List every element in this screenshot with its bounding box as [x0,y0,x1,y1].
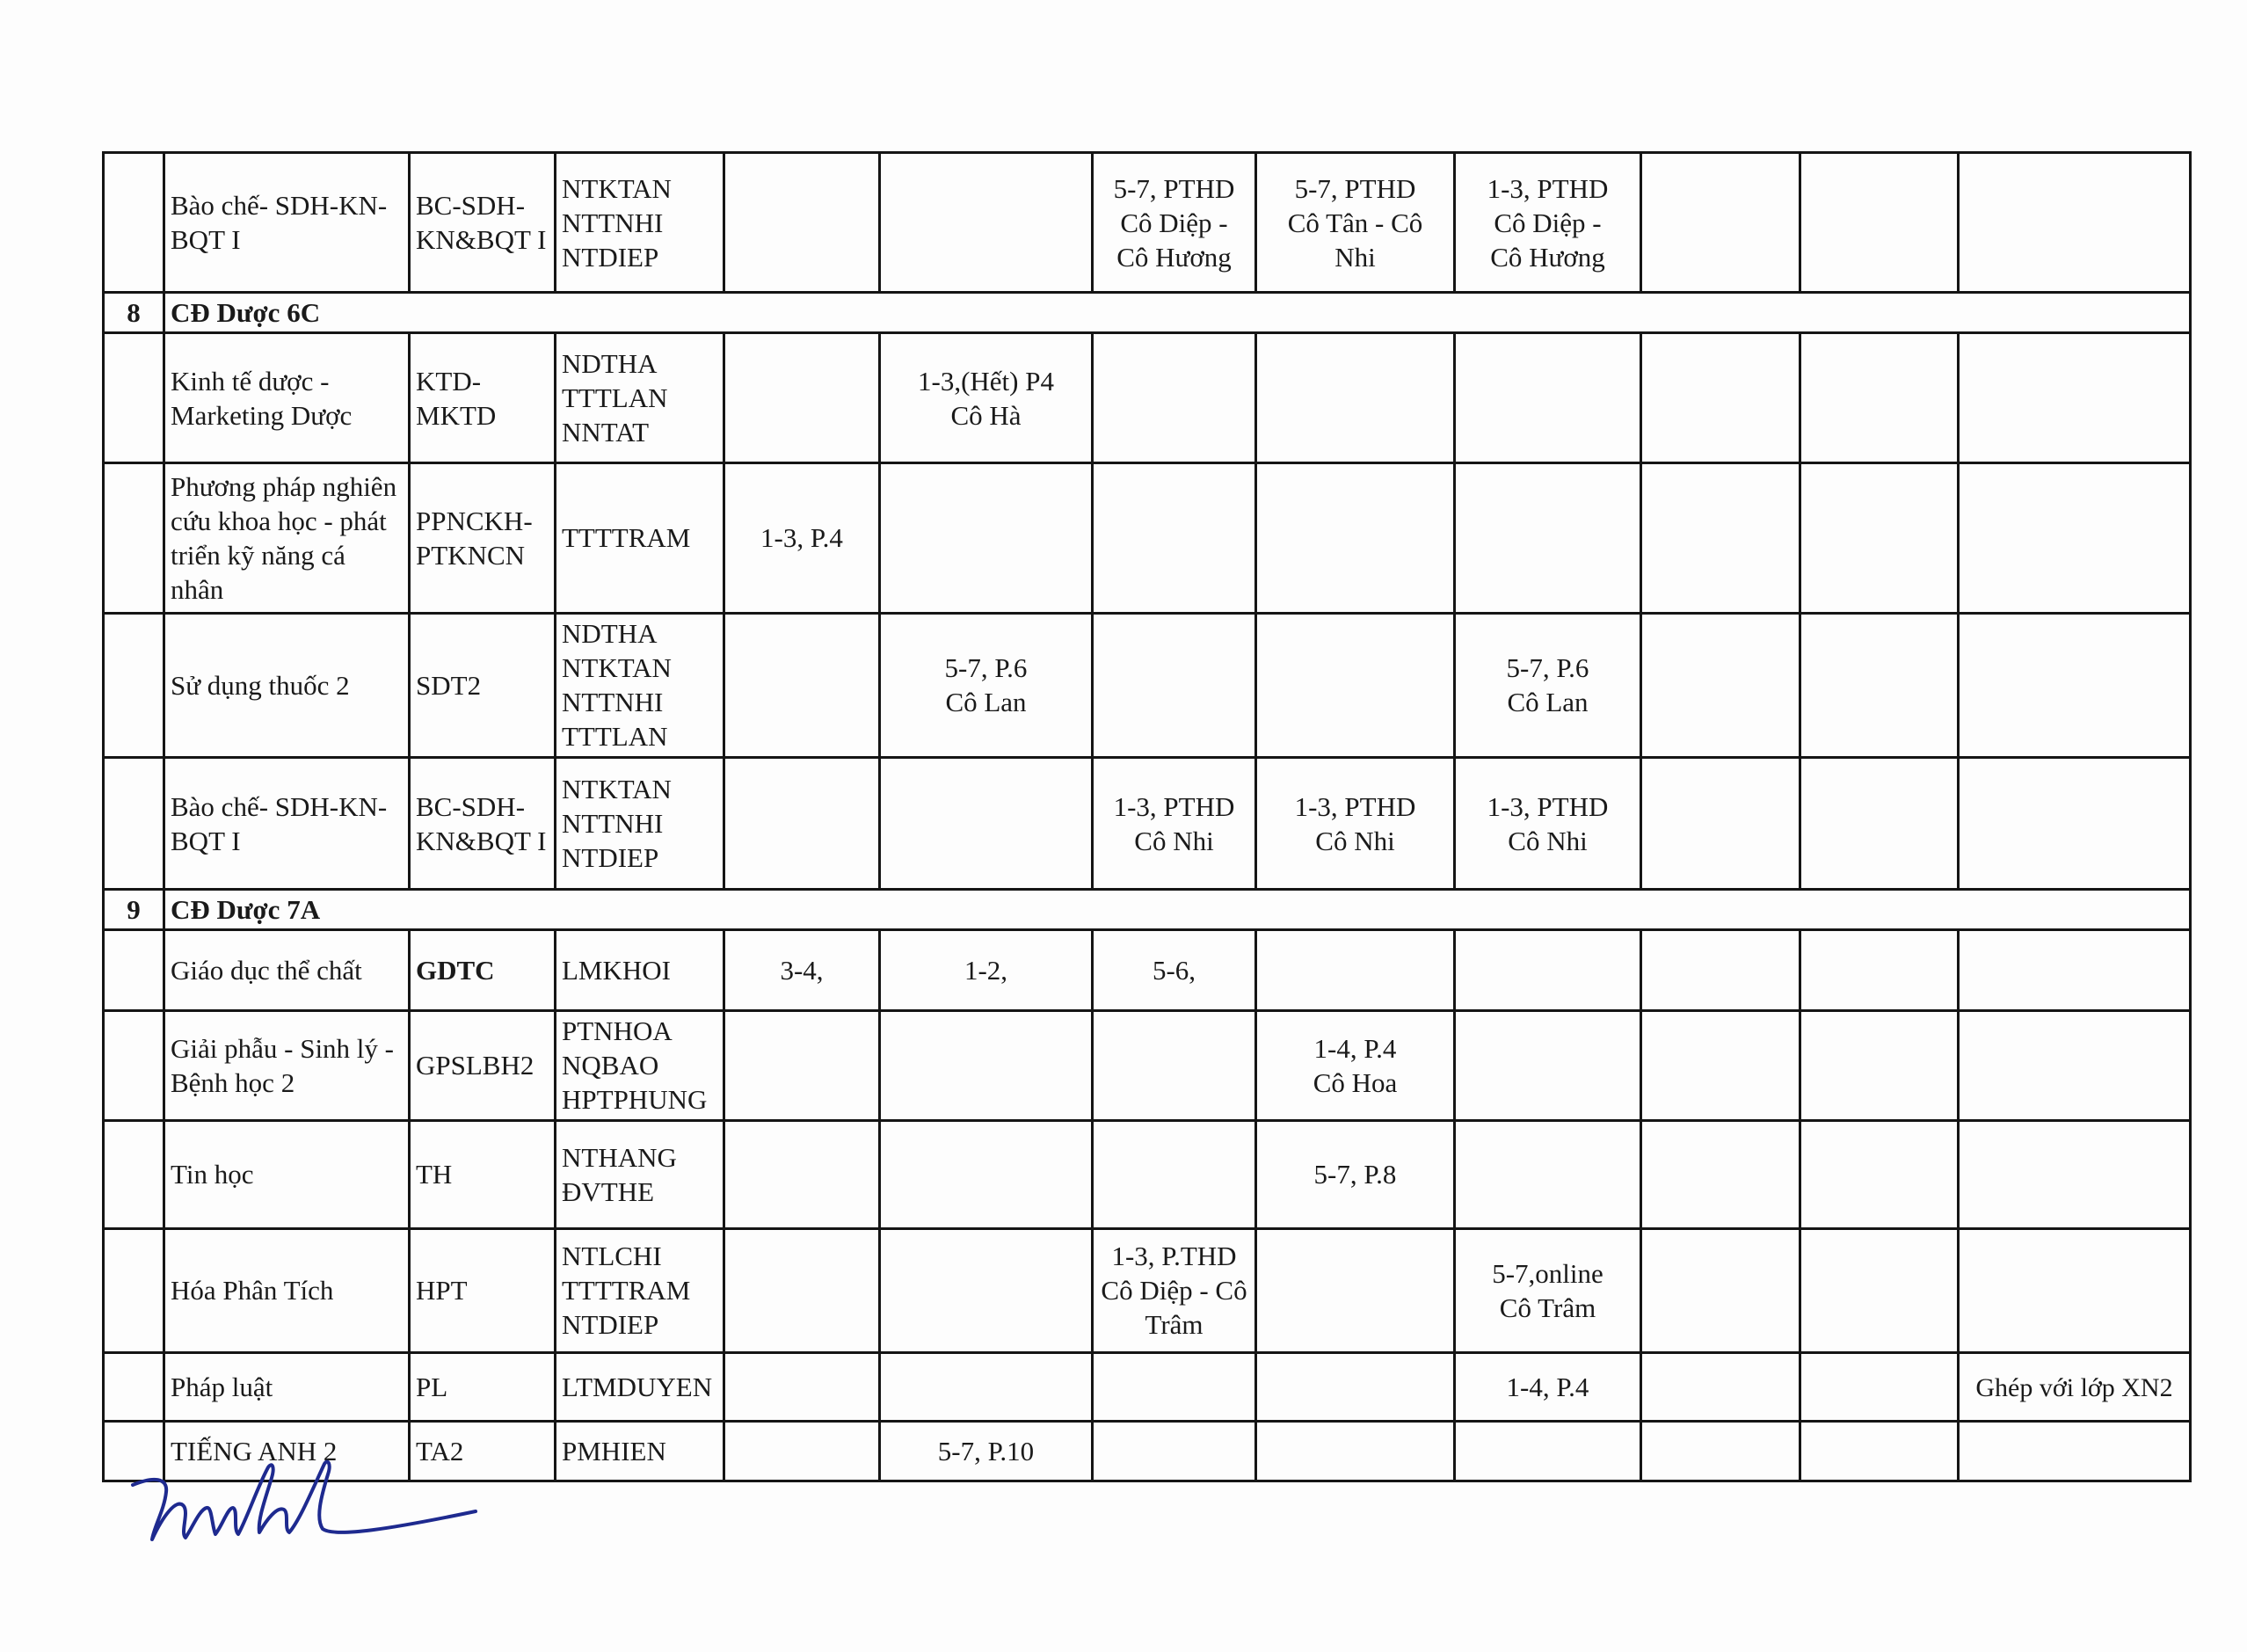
note-cell [1959,153,2191,293]
teacher-code: NDTHA [562,618,658,650]
schedule-cell [1093,1352,1256,1422]
teachers-cell [556,1120,724,1228]
row-number-cell [104,1011,164,1121]
schedule-entry: Cô Nhi [1508,825,1588,856]
schedule-cell [1093,1120,1256,1228]
table-row [104,153,2191,293]
schedule-cell [1093,153,1256,293]
teachers-cell [556,1228,724,1352]
schedule-entry: Nhi [1334,241,1376,273]
schedule-cell [880,333,1093,462]
subject-code: PPNCKH-PTKNCN [416,505,533,571]
teachers-cell [556,1352,724,1422]
row-number-cell [104,1120,164,1228]
schedule-entry: 5-6, [1152,955,1196,986]
schedule-cell [880,1011,1093,1121]
schedule-cell [724,1120,880,1228]
schedule-cell [724,1011,880,1121]
teacher-code: NTTNHI [562,687,664,718]
schedule-cell [880,1120,1093,1228]
table-row [104,757,2191,889]
schedule-cell [1093,757,1256,889]
row-number-cell [104,1352,164,1422]
row-number-cell [104,757,164,889]
schedule-cell [1093,1228,1256,1352]
schedule-entry: Cô Hương [1116,241,1232,273]
schedule-entry: 1-3, P.THD [1111,1241,1237,1272]
schedule-table [102,151,2192,1482]
note-cell [1959,1228,2191,1352]
teacher-code: NTKTAN [562,652,672,684]
schedule-entry: Cô Tân - Cô [1287,207,1423,238]
schedule-cell [724,462,880,613]
schedule-entry: 1-4, P.4 [1506,1372,1589,1403]
teacher-code: PMHIEN [562,1436,666,1467]
subject-name: Giải phẫu - Sinh lý - Bệnh học 2 [171,1032,394,1098]
subject-name: Kinh tế dược - Marketing Dược [171,365,353,431]
empty-cell [1641,153,1800,293]
schedule-entry: 5-7, PTHD [1294,172,1416,204]
subject-name: Sử dụng thuốc 2 [171,669,350,701]
schedule-cell [1256,1422,1455,1481]
schedule-entry: 3-4, [780,955,824,986]
schedule-entry: 1-3, P.4 [760,522,843,554]
schedule-entry: Cô Lan [945,687,1027,718]
schedule-entry: 1-3, PTHD [1487,172,1609,204]
empty-cell [1800,1422,1959,1481]
teacher-code: LTMDUYEN [562,1372,713,1403]
row-number: 9 [104,890,164,930]
class-group-row [104,293,2191,333]
schedule-cell [1256,1352,1455,1422]
subject-code: TH [416,1159,453,1190]
empty-cell [1641,613,1800,757]
teacher-code: NTDIEP [562,1309,659,1341]
schedule-body [104,153,2191,1481]
schedule-entry: Cô Hương [1490,241,1605,273]
class-name: CĐ Dược 7A [164,890,2191,930]
teachers-cell [556,1011,724,1121]
note-cell [1959,462,2191,613]
subject-code: KTD-MKTD [416,365,497,431]
schedule-cell [724,153,880,293]
schedule-cell [1093,613,1256,757]
schedule-entry: Cô Trâm [1499,1292,1596,1323]
schedule-cell [1455,462,1641,613]
schedule-cell [1256,613,1455,757]
schedule-entry: Cô Hoa [1313,1066,1398,1098]
table-row [104,1120,2191,1228]
empty-cell [1641,1422,1800,1481]
schedule-entry: Cô Lan [1507,687,1589,718]
row-number-cell [104,333,164,462]
note-cell [1959,1352,2191,1422]
schedule-cell [724,1352,880,1422]
subject-cell [164,1011,410,1121]
teacher-code: TTTTRAM [562,1275,691,1306]
subject-cell [164,462,410,613]
schedule-cell [724,757,880,889]
empty-cell [1800,757,1959,889]
note-cell [1959,757,2191,889]
row-number-cell [104,613,164,757]
table-row [104,1228,2191,1352]
subject-code-cell [410,462,556,613]
table-row [104,1352,2191,1422]
row-number-cell [104,1228,164,1352]
row-number-cell [104,153,164,293]
subject-code: HPT [416,1275,468,1306]
subject-name: TIẾNG ANH 2 [171,1436,338,1467]
empty-cell [1641,1120,1800,1228]
schedule-entry: Cô Nhi [1315,825,1395,856]
row-number-cell [104,462,164,613]
teacher-code: NTKTAN [562,172,672,204]
empty-cell [1800,1011,1959,1121]
schedule-cell [724,613,880,757]
subject-code: BC-SDH-KN&BQT I [416,190,547,256]
schedule-cell [880,757,1093,889]
subject-cell [164,930,410,1011]
teacher-code: NNTAT [562,417,650,448]
subject-cell [164,613,410,757]
schedule-cell [1455,1228,1641,1352]
teachers-cell [556,333,724,462]
schedule-cell [1455,1352,1641,1422]
teacher-code: NTTNHI [562,207,664,238]
teacher-code: NTLCHI [562,1241,662,1272]
subject-cell [164,153,410,293]
table-row [104,1011,2191,1121]
schedule-cell [1093,462,1256,613]
subject-code-cell [410,1228,556,1352]
schedule-entry: 1-3, PTHD [1294,790,1416,822]
teacher-code: NTDIEP [562,842,659,873]
schedule-entry: 1-3, PTHD [1487,790,1609,822]
schedule-entry: 1-2, [964,955,1008,986]
empty-cell [1641,930,1800,1011]
note-cell [1959,1011,2191,1121]
schedule-cell [1256,757,1455,889]
schedule-cell [724,930,880,1011]
teacher-code: TTTLAN [562,721,668,753]
schedule-cell [1256,930,1455,1011]
teacher-code: ĐVTHE [562,1175,655,1207]
schedule-cell [1256,153,1455,293]
schedule-cell [1256,1228,1455,1352]
teacher-code: HPTPHUNG [562,1084,708,1116]
teachers-cell [556,462,724,613]
teacher-code: NQBAO [562,1050,659,1081]
subject-code: BC-SDH-KN&BQT I [416,790,547,856]
schedule-entry: 1-4, P.4 [1313,1032,1397,1064]
schedule-cell [1093,333,1256,462]
schedule-entry: 5-7, PTHD [1113,172,1235,204]
empty-cell [1800,930,1959,1011]
subject-code-cell [410,930,556,1011]
empty-cell [1800,153,1959,293]
schedule-cell [1256,1120,1455,1228]
schedule-entry: Cô Hà [950,399,1022,431]
subject-cell [164,1228,410,1352]
class-group-row [104,890,2191,930]
schedule-entry: Cô Diệp - [1494,207,1602,238]
schedule-cell [1455,757,1641,889]
schedule-cell [880,613,1093,757]
teacher-code: NTHANG [562,1141,677,1173]
subject-code-cell [410,153,556,293]
schedule-entry: 1-3, PTHD [1113,790,1235,822]
subject-code: PL [416,1372,448,1403]
schedule-cell [1256,1011,1455,1121]
schedule-entry: Cô Nhi [1134,825,1214,856]
subject-cell [164,757,410,889]
schedule-cell [1455,930,1641,1011]
teacher-code: TTTLAN [562,382,668,414]
schedule-cell [1455,613,1641,757]
teacher-code: NTKTAN [562,774,672,804]
teachers-cell [556,930,724,1011]
schedule-cell [880,153,1093,293]
schedule-cell [1093,1011,1256,1121]
subject-cell [164,1352,410,1422]
teacher-code: LMKHOI [562,955,671,986]
schedule-cell [880,930,1093,1011]
subject-code-cell [410,1011,556,1121]
subject-code-cell [410,333,556,462]
empty-cell [1641,1228,1800,1352]
note-text: Ghép với lớp XN2 [1975,1372,2173,1402]
schedule-cell [1093,930,1256,1011]
schedule-cell [1093,1422,1256,1481]
subject-name: Tin học [171,1159,254,1190]
empty-cell [1641,333,1800,462]
teacher-code: PTNHOA [562,1015,673,1047]
subject-name: Phương pháp nghiên cứu khoa học - phát triển kỹ năng cá nhân [171,470,397,605]
note-cell [1959,930,2191,1011]
subject-code: TA2 [416,1436,464,1467]
schedule-entry: 1-3,(Hết) P4 [918,365,1054,397]
schedule-entry: 5-7, P.10 [937,1436,1035,1467]
subject-code: GPSLBH2 [416,1050,534,1081]
subject-cell [164,333,410,462]
empty-cell [1641,1352,1800,1422]
table-row [104,462,2191,613]
schedule-entry: 5-7, P.6 [1506,652,1589,684]
subject-code-cell [410,757,556,889]
row-number-cell [104,930,164,1011]
schedule-cell [1256,462,1455,613]
note-cell [1959,613,2191,757]
row-number: 8 [104,293,164,333]
schedule-cell [724,1228,880,1352]
schedule-entry: Cô Diệp - [1120,207,1228,238]
note-cell [1959,333,2191,462]
empty-cell [1800,1352,1959,1422]
schedule-cell [724,333,880,462]
empty-cell [1800,613,1959,757]
subject-name: Pháp luật [171,1372,273,1403]
schedule-cell [1455,1011,1641,1121]
schedule-cell [724,1422,880,1481]
schedule-cell [1455,153,1641,293]
teacher-code: NTTNHI [562,808,664,839]
teachers-cell [556,613,724,757]
teacher-code: NDTHA [562,348,658,380]
schedule-entry: 5-7,online [1492,1257,1603,1289]
empty-cell [1800,1228,1959,1352]
empty-cell [1800,333,1959,462]
schedule-entry: 5-7, P.8 [1313,1159,1397,1190]
subject-name: Bào chế- SDH-KN-BQT I [171,190,388,256]
teacher-code: NTDIEP [562,241,659,273]
teachers-cell [556,757,724,889]
subject-name: Giáo dục thể chất [171,955,362,986]
schedule-cell [1455,1422,1641,1481]
schedule-cell [880,1352,1093,1422]
empty-cell [1641,1011,1800,1121]
schedule-entry: 5-7, P.6 [944,652,1028,684]
empty-cell [1641,757,1800,889]
schedule-cell [880,1228,1093,1352]
schedule-cell [1455,333,1641,462]
empty-cell [1800,1120,1959,1228]
schedule-cell [880,462,1093,613]
schedule-cell [1256,333,1455,462]
note-cell [1959,1422,2191,1481]
subject-name: Bào chế- SDH-KN-BQT I [171,790,388,856]
subject-code-cell [410,1352,556,1422]
table-row [104,613,2191,757]
subject-name: Hóa Phân Tích [171,1275,334,1306]
subject-code-cell [410,613,556,757]
note-cell [1959,1120,2191,1228]
empty-cell [1800,462,1959,613]
subject-cell [164,1120,410,1228]
subject-code: GDTC [416,955,495,986]
schedule-entry: Trâm [1145,1309,1203,1341]
schedule-entry: Cô Diệp - Cô [1101,1275,1247,1306]
schedule-cell [1455,1120,1641,1228]
teachers-cell [556,153,724,293]
subject-code: SDT2 [416,669,482,701]
class-name: CĐ Dược 6C [164,293,2191,333]
signature-image [127,1455,479,1552]
table-row [104,333,2191,462]
table-row [104,930,2191,1011]
teachers-cell [556,1422,724,1481]
schedule-cell [880,1422,1093,1481]
subject-code-cell [410,1120,556,1228]
empty-cell [1641,462,1800,613]
teacher-code: TTTTRAM [562,522,691,554]
